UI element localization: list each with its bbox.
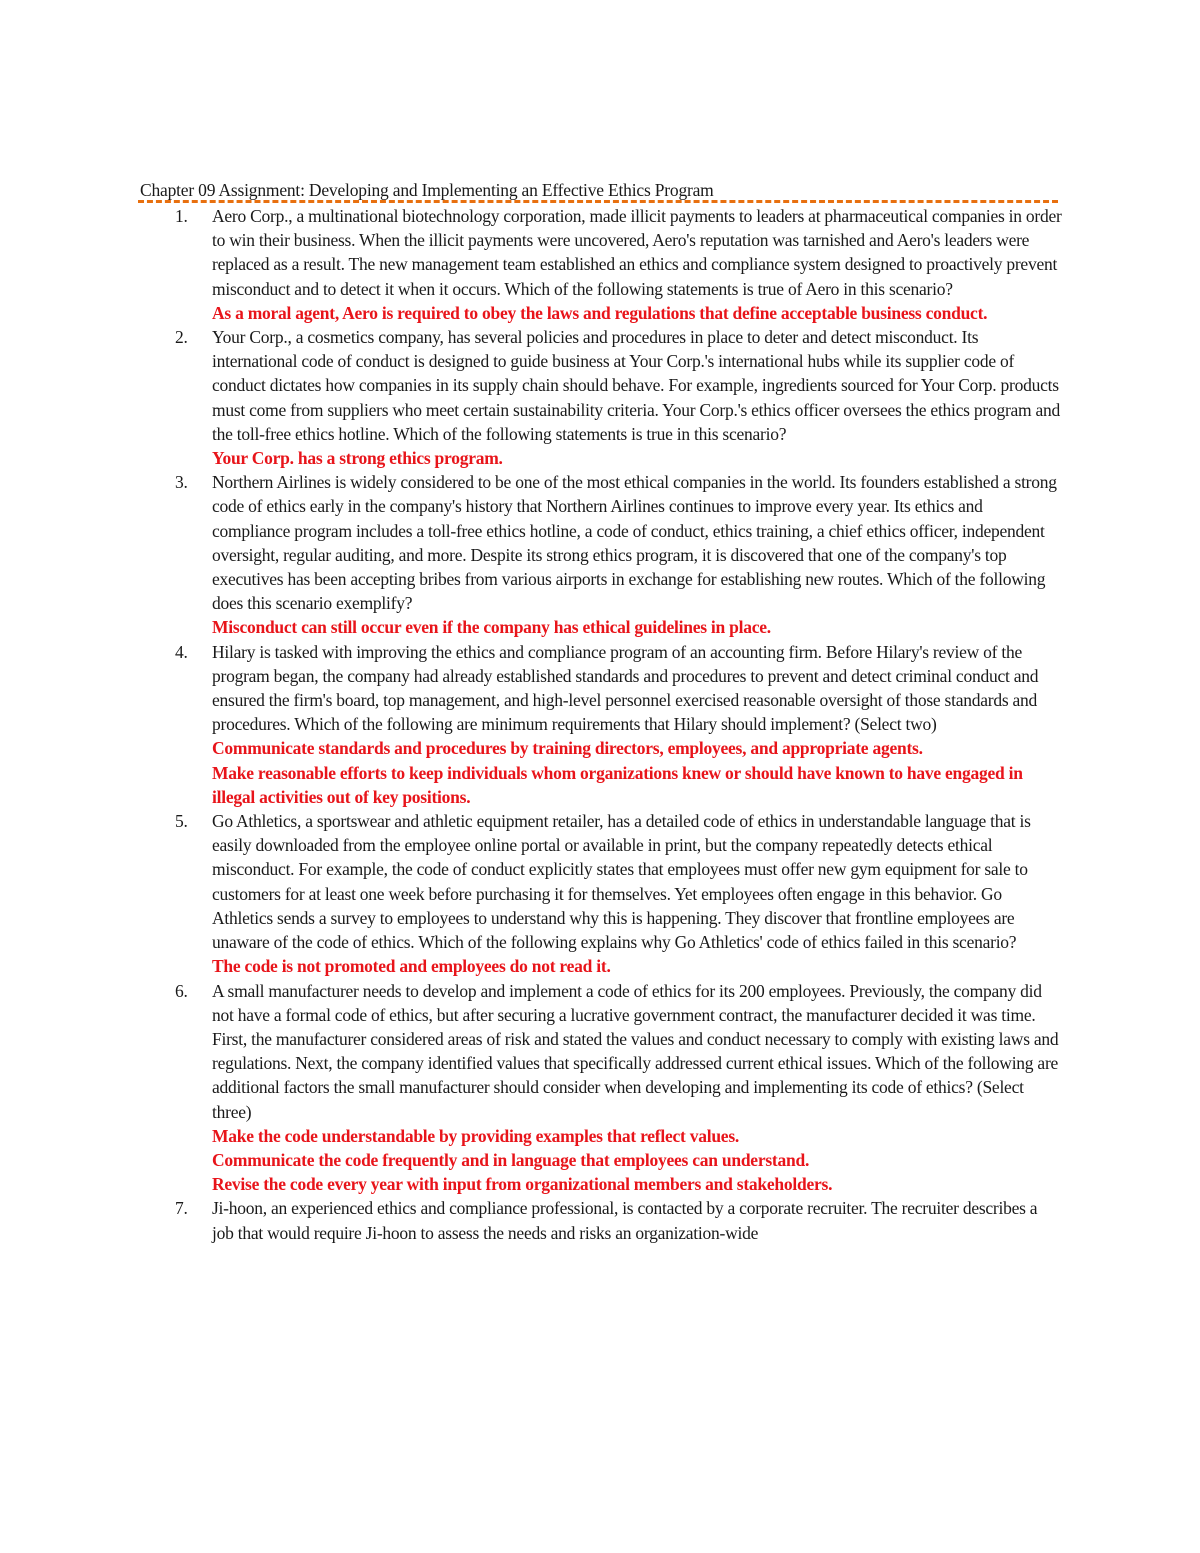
question-item <box>175 204 1062 325</box>
question-item <box>175 809 1062 978</box>
answer-text: Make the code understandable by providing examples that reflect values. <box>212 1125 740 1146</box>
answer-text: Make reasonable efforts to keep individuals whom organizations knew or should have known to have engaged in illegal activities out of key positions. <box>212 762 1023 807</box>
answer-text: As a moral agent, Aero is required to obey the laws and regulations that define acceptable business conduct. <box>212 302 988 323</box>
title-underline <box>138 200 1058 203</box>
question-text: A small manufacturer needs to develop and implement a code of ethics for its 200 employees. Previously, the company did not have a formal code of ethics, but after securing a lucrative government contract, the manufacturer decided it was time. First, the manufacturer considered areas of risk and stated the values and conduct necessary to comply with existing laws and regulations. Next, the company identified values that specifically addressed current ethical issues. Which of the following are additional factors the small manufacturer should consider when developing and implementing its code of ethics? (Select three) <box>212 980 1059 1122</box>
question-text: Hilary is tasked with improving the ethics and compliance program of an accounting firm. Before Hilary's review of the program began, the company had already established standards and procedures to prevent and detect criminal conduct and ensured the firm's board, top management, and high-level personnel exercised reasonable oversight of those standards and procedures. Which of the following are minimum requirements that Hilary should implement? (Select two) <box>212 641 1039 735</box>
question-number: 6. <box>175 980 188 1001</box>
question-number: 3. <box>175 472 188 493</box>
document-title: Chapter 09 Assignment: Developing and Implementing an Effective Ethics Program <box>140 180 714 200</box>
answer-text: Revise the code every year with input from organizational members and stakeholders. <box>212 1174 833 1195</box>
question-text: Your Corp., a cosmetics company, has several policies and procedures in place to deter and detect misconduct. Its international code of conduct is designed to guide business at Your Corp.'s international hubs while its supplier code of conduct dictates how companies in its supply chain should behave. For example, ingredients sourced for Your Corp. products must come from suppliers who meet certain sustainability criteria. Your Corp.'s ethics officer oversees the ethics program and the toll-free ethics hotline. Which of the following statements is true in this scenario? <box>212 327 1061 444</box>
question-number: 1. <box>175 206 188 226</box>
answer-text: Communicate the code frequently and in language that employees can understand. <box>212 1149 810 1170</box>
question-list <box>175 204 1062 1245</box>
question-number: 2. <box>175 327 188 348</box>
question-text: Aero Corp., a multinational biotechnology corporation, made illicit payments to leaders at pharmaceutical companies in order to win their business. When the illicit payments were uncovered, Aero's reputation was tarnished and Aero's leaders were replaced as a result. The new management team established an ethics and compliance system designed to proactively prevent misconduct and to detect it when it occurs. Which of the following statements is true of Aero in this scenario? <box>212 206 1062 299</box>
question-text: Northern Airlines is widely considered to be one of the most ethical companies in the world. Its founders established a strong code of ethics early in the company's history that Northern Airlines continues to improve every year. Its ethics and compliance program includes a toll-free ethics hotline, a code of conduct, ethics training, a chief ethics officer, independent oversight, regular auditing, and more. Despite its strong ethics program, it is discovered that one of the company's top executives has been accepting bribes from various airports in exchange for establishing new routes. Which of the following does this scenario exemplify? <box>212 472 1057 614</box>
question-item <box>175 979 1062 1197</box>
question-number: 5. <box>175 811 188 832</box>
question-text: Go Athletics, a sportswear and athletic equipment retailer, has a detailed code of ethics in understandable language that is easily downloaded from the employee online portal or available in print, but the company repeatedly detects ethical misconduct. For example, the code of conduct explicitly states that employees must offer new gym equipment for sale to customers for at least one week before purchasing it for themselves. Yet employees often engage in this behavior. Go Athletics sends a survey to employees to understand why this is happening. They discover that frontline employees are unaware of the code of ethics. Which of the following explains why Go Athletics' code of ethics failed in this scenario? <box>212 811 1031 953</box>
question-number: 7. <box>175 1198 188 1219</box>
question-item <box>175 325 1062 470</box>
answer-text: Communicate standards and procedures by training directors, employees, and appropriate agents. <box>212 738 923 759</box>
answer-text: Misconduct can still occur even if the company has ethical guidelines in place. <box>212 617 771 638</box>
question-text: Ji-hoon, an experienced ethics and compliance professional, is contacted by a corporate recruiter. The recruiter describes a job that would require Ji-hoon to assess the needs and risks an organization-wide <box>212 1198 1038 1243</box>
question-number: 4. <box>175 641 188 662</box>
answer-text: The code is not promoted and employees do not read it. <box>212 956 611 977</box>
question-item <box>175 470 1062 639</box>
question-item <box>175 1196 1062 1244</box>
answer-text: Your Corp. has a strong ethics program. <box>212 448 503 469</box>
question-item <box>175 640 1062 809</box>
